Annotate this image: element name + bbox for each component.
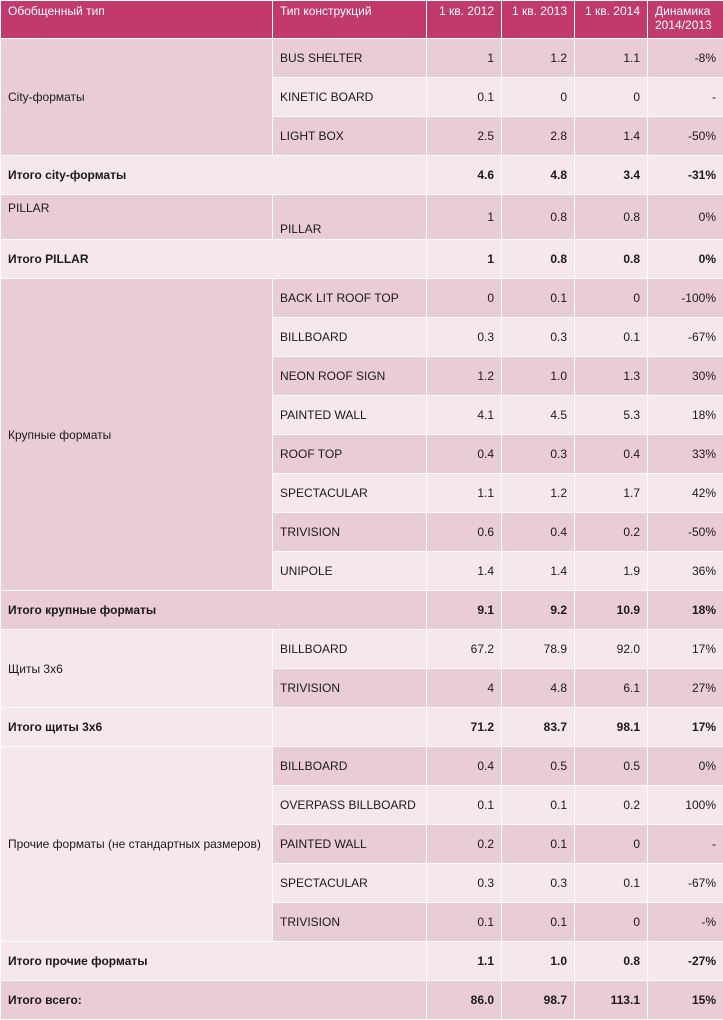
total-label: Итого щиты 3х6 [1, 708, 273, 747]
value-2012: 1 [427, 195, 502, 240]
grand-total-2014: 113.1 [575, 981, 648, 1020]
value-dynamics: -% [648, 903, 723, 942]
construction-type: LIGHT BOX [273, 117, 427, 156]
value-2013: 1.4 [502, 552, 575, 591]
value-2013: 0.1 [502, 279, 575, 318]
header-q1-2013: 1 кв. 2013 [502, 1, 575, 39]
total-2013: 0.8 [502, 240, 575, 279]
value-2014: 0 [575, 78, 648, 117]
construction-type: ROOF TOP [273, 435, 427, 474]
value-2013: 1.0 [502, 357, 575, 396]
total-row-other [1, 942, 723, 981]
value-2014: 0 [575, 903, 648, 942]
grand-total-2012: 86.0 [427, 981, 502, 1020]
value-2013: 1.2 [502, 474, 575, 513]
construction-type: BILLBOARD [273, 630, 427, 669]
value-2012: 1.2 [427, 357, 502, 396]
value-dynamics: 42% [648, 474, 723, 513]
value-2012: 4.1 [427, 396, 502, 435]
group-label-city: City-форматы [1, 39, 273, 156]
construction-type: BILLBOARD [273, 318, 427, 357]
value-dynamics: 17% [648, 630, 723, 669]
value-2012: 0.3 [427, 864, 502, 903]
header-q1-2014: 1 кв. 2014 [575, 1, 648, 39]
total-label: Итого city-форматы [1, 156, 427, 195]
value-2013: 0.3 [502, 318, 575, 357]
value-2013: 0.3 [502, 435, 575, 474]
total-label: Итого крупные форматы [1, 591, 427, 630]
value-dynamics: 0% [648, 747, 723, 786]
table-row [1, 630, 723, 669]
total-2013: 9.2 [502, 591, 575, 630]
value-dynamics: -100% [648, 279, 723, 318]
value-2014: 1.3 [575, 357, 648, 396]
total-empty-cell [273, 708, 427, 747]
value-2012: 1 [427, 39, 502, 78]
total-row-city [1, 156, 723, 195]
total-2013: 1.0 [502, 942, 575, 981]
header-generic-type: Обобщенный тип [1, 1, 273, 39]
table-row [1, 747, 723, 786]
value-2013: 4.8 [502, 669, 575, 708]
construction-type: TRIVISION [273, 669, 427, 708]
value-2014: 1.1 [575, 39, 648, 78]
value-2012: 0.3 [427, 318, 502, 357]
construction-type: PAINTED WALL [273, 396, 427, 435]
value-dynamics: -67% [648, 318, 723, 357]
total-2014: 0.8 [575, 240, 648, 279]
total-2012: 1 [427, 240, 502, 279]
value-dynamics: 27% [648, 669, 723, 708]
group-label-other: Прочие форматы (не стандартных размеров) [1, 747, 273, 942]
value-2014: 1.7 [575, 474, 648, 513]
value-2012: 1.4 [427, 552, 502, 591]
value-2014: 6.1 [575, 669, 648, 708]
value-dynamics: -50% [648, 513, 723, 552]
total-row-large [1, 591, 723, 630]
total-2013: 4.8 [502, 156, 575, 195]
value-2013: 0 [502, 78, 575, 117]
header-dynamics [648, 1, 723, 39]
value-2013: 0.1 [502, 825, 575, 864]
total-2014: 3.4 [575, 156, 648, 195]
value-2013: 1.2 [502, 39, 575, 78]
value-2014: 0.8 [575, 195, 648, 240]
value-dynamics: 18% [648, 396, 723, 435]
construction-type: SPECTACULAR [273, 864, 427, 903]
header-q1-2012: 1 кв. 2012 [427, 1, 502, 39]
group-label-large: Крупные форматы [1, 279, 273, 591]
construction-type: BUS SHELTER [273, 39, 427, 78]
total-2014: 0.8 [575, 942, 648, 981]
total-2012: 71.2 [427, 708, 502, 747]
value-2012: 2.5 [427, 117, 502, 156]
header-dynamics-line2: 2014/2013 [655, 18, 712, 32]
table-row [1, 39, 723, 78]
value-dynamics: 100% [648, 786, 723, 825]
total-dynamics: -31% [648, 156, 723, 195]
value-2014: 0.2 [575, 513, 648, 552]
value-dynamics: -67% [648, 864, 723, 903]
total-dynamics: 0% [648, 240, 723, 279]
construction-type: NEON ROOF SIGN [273, 357, 427, 396]
total-2012: 1.1 [427, 942, 502, 981]
value-dynamics: -8% [648, 39, 723, 78]
value-2014: 0.2 [575, 786, 648, 825]
value-2014: 0.4 [575, 435, 648, 474]
value-2013: 78.9 [502, 630, 575, 669]
total-dynamics: 17% [648, 708, 723, 747]
value-2012: 0.6 [427, 513, 502, 552]
total-2012: 4.6 [427, 156, 502, 195]
value-2012: 0 [427, 279, 502, 318]
table-row [1, 279, 723, 318]
value-dynamics: - [648, 78, 723, 117]
group-label-pillar: PILLAR [1, 195, 273, 240]
total-row-pillar [1, 240, 723, 279]
value-2013: 0.1 [502, 903, 575, 942]
value-2012: 0.1 [427, 78, 502, 117]
value-2013: 0.1 [502, 786, 575, 825]
value-2014: 0 [575, 825, 648, 864]
value-2012: 4 [427, 669, 502, 708]
value-dynamics: 30% [648, 357, 723, 396]
grand-total-2013: 98.7 [502, 981, 575, 1020]
value-2014: 92.0 [575, 630, 648, 669]
value-2013: 0.5 [502, 747, 575, 786]
total-row-shields [1, 708, 723, 747]
value-2014: 1.4 [575, 117, 648, 156]
total-2014: 98.1 [575, 708, 648, 747]
header-row [1, 1, 723, 39]
construction-type: TRIVISION [273, 513, 427, 552]
value-2012: 0.2 [427, 825, 502, 864]
construction-type: KINETIC BOARD [273, 78, 427, 117]
construction-type: PAINTED WALL [273, 825, 427, 864]
grand-total-label: Итого всего: [1, 981, 427, 1020]
total-label: Итого прочие форматы [1, 942, 427, 981]
total-2013: 83.7 [502, 708, 575, 747]
total-2012: 9.1 [427, 591, 502, 630]
value-dynamics: 0% [648, 195, 723, 240]
value-2012: 0.1 [427, 786, 502, 825]
value-dynamics: - [648, 825, 723, 864]
value-2013: 0.8 [502, 195, 575, 240]
grand-total-dynamics: 15% [648, 981, 723, 1020]
value-dynamics: 33% [648, 435, 723, 474]
construction-type: TRIVISION [273, 903, 427, 942]
value-2014: 0 [575, 279, 648, 318]
group-label-shields: Щиты 3х6 [1, 630, 273, 708]
value-2012: 67.2 [427, 630, 502, 669]
value-2014: 0.1 [575, 864, 648, 903]
value-dynamics: 36% [648, 552, 723, 591]
value-2012: 0.1 [427, 903, 502, 942]
grand-total-row [1, 981, 723, 1020]
value-2012: 0.4 [427, 747, 502, 786]
header-construction-type: Тип конструкций [273, 1, 427, 39]
total-label: Итого PILLAR [1, 240, 427, 279]
construction-type: BILLBOARD [273, 747, 427, 786]
value-2013: 0.3 [502, 864, 575, 903]
value-2013: 0.4 [502, 513, 575, 552]
table-row [1, 195, 723, 240]
value-2012: 1.1 [427, 474, 502, 513]
value-2012: 0.4 [427, 435, 502, 474]
total-dynamics: -27% [648, 942, 723, 981]
value-2014: 1.9 [575, 552, 648, 591]
header-dynamics-line1: Динамика [655, 4, 710, 18]
total-2014: 10.9 [575, 591, 648, 630]
value-2014: 5.3 [575, 396, 648, 435]
value-dynamics: -50% [648, 117, 723, 156]
value-2014: 0.5 [575, 747, 648, 786]
construction-type: PILLAR [273, 195, 427, 240]
construction-type: OVERPASS BILLBOARD [273, 786, 427, 825]
value-2014: 0.1 [575, 318, 648, 357]
construction-type: UNIPOLE [273, 552, 427, 591]
total-dynamics: 18% [648, 591, 723, 630]
value-2013: 2.8 [502, 117, 575, 156]
construction-type: BACK LIT ROOF TOP [273, 279, 427, 318]
value-2013: 4.5 [502, 396, 575, 435]
construction-type: SPECTACULAR [273, 474, 427, 513]
